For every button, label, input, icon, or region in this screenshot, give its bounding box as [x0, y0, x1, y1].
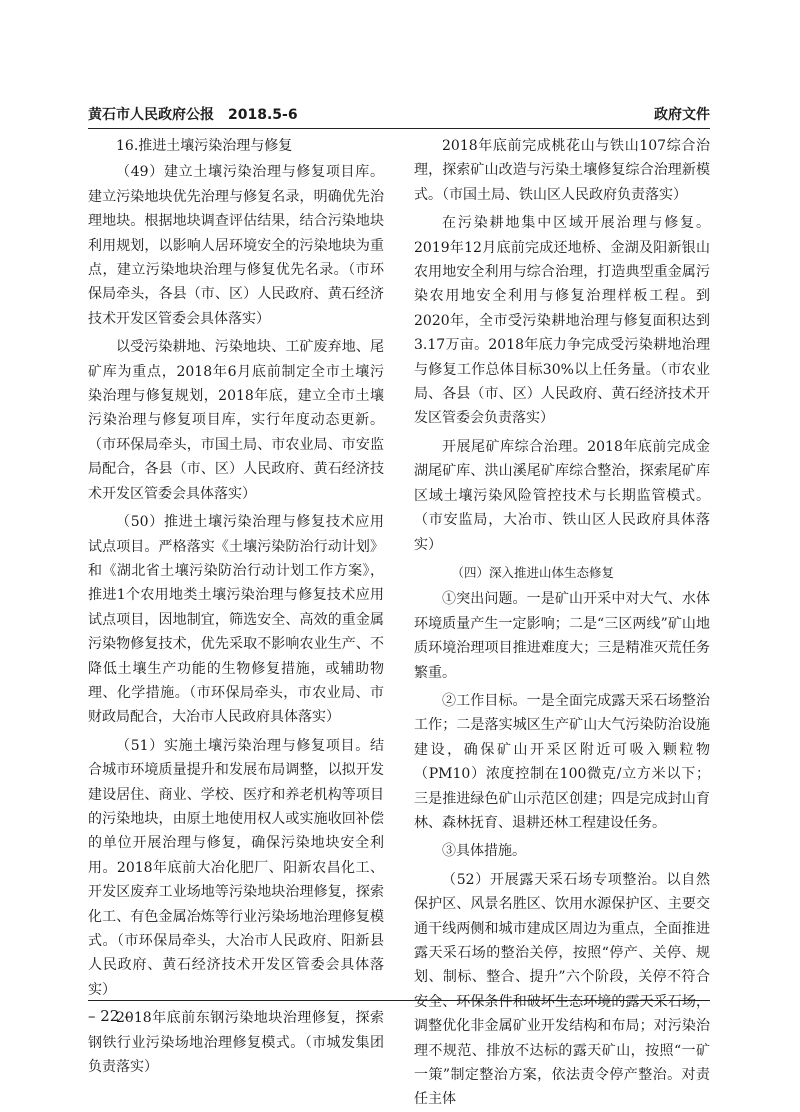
paragraph: ②工作目标。一是全面完成露天采石场整治工作；二是落实城区生产矿山大气污染防治设施建设，确保矿山开采区附近可吸入颗粒物（PM10）浓度控制在100微克/立方米以下；三是推进绿色矿山示范区创建；四是完成封山育林、森林抚育、退耕还林工程建设任务。: [414, 692, 710, 831]
paragraph: 2018年底前完成桃花山与铁山107综合治理，探索矿山改造与污染土壤修复综合治理新模式。（市国土局、铁山区人民政府负责落实）: [414, 138, 710, 203]
paragraph: 开展尾矿库综合治理。2018年底前完成金湖尾矿库、洪山溪尾矿库综合整治，探索尾矿库区域土壤污染风险管控技术与长期监管模式。（市安监局，大冶市、铁山区人民政府具体落实）: [414, 438, 710, 553]
paragraph: 2018年底前东钢污染地块治理修复，探索钢铁行业污染场地治理修复模式。（市城发集团负责落实）: [88, 1010, 384, 1076]
paragraph: ①突出问题。一是矿山开采中对大气、水体环境质量产生一定影响；二是“三区两线”矿山地质环境治理项目推进难度大；三是精准灭荒任务繁重。: [414, 591, 710, 681]
paragraph: 在污染耕地集中区域开展治理与修复。2019年12月底前完成还地桥、金湖及阳新银山农用地安全利用与综合治理，打造典型重金属污染农用地安全利用与修复治理样板工程。到2020年，全市受污染耕地治理与修复面积达到3.17万亩。2018年底力争完成受污染耕地治理与修复工作总体目标30%以上任务量。（市农业局、各县（市、区）人民政府、黄石经济技术开发区管委会负责落实）: [414, 215, 710, 427]
paragraph: 以受污染耕地、污染地块、工矿废弃地、尾矿库为重点，2018年6月底前制定全市土壤污染治理与修复规划，2018年底，建立全市土壤污染治理与修复项目库，实行年度动态更新。（市环保局牵头，市国土局、市农业局、市安监局配合，各县（市、区）人民政府、黄石经济技术开发区管委会具体落实）: [88, 339, 384, 502]
paragraph: （51）实施土壤污染治理与修复项目。结合城市环境质量提升和发展布局调整，以拟开发建设居住、商业、学校、医疗和养老机构等项目的污染地块，由原土地使用权人或实施收回补偿的单位开展治理与修复，确保污染地块安全利用。2018年底前大冶化肥厂、阳新农昌化工、开发区废弃工业场地等污染地块治理修复，探索化工、有色金属冶炼等行业污染场地治理修复模式。（市环保局牵头，大冶市人民政府、阳新县人民政府、黄石经济技术开发区管委会具体落实）: [88, 737, 384, 998]
page-header: [88, 106, 710, 129]
right-column: [414, 134, 710, 1108]
subsection-heading: （四）深入推进山体生态修复: [451, 564, 615, 580]
publication-title: 黄石市人民政府公报 2018.5-6: [88, 107, 298, 123]
paragraph: （50）推进土壤污染治理与修复技术应用试点项目。严格落实《土壤污染防治行动计划》和《湖北省土壤污染防治行动计划工作方案》，推进1个农用地类土壤污染治理与修复技术应用试点项目，因地制宜，筛选安全、高效的重金属污染物修复技术，优先采取不影响农业生产、不降低土壤生产功能的生物修复措施，或辅助物理、化学措施。（市环保局牵头，市农业局、市财政局配合，大冶市人民政府具体落实）: [88, 514, 384, 726]
paragraph: （49）建立土壤污染治理与修复项目库。建立污染地块优先治理与修复名录，明确优先治理地块。根据地块调查评估结果，结合污染地块利用规划，以影响人居环境安全的污染地块为重点，建立污染地块治理与修复优先名录。（市环保局牵头，各县（市、区）人民政府、黄石经济技术开发区管委会具体落实）: [88, 164, 384, 327]
section-title: 政府文件: [654, 107, 710, 123]
section-heading: 16.推进土壤污染治理与修复: [116, 138, 293, 154]
paragraph: ③具体措施。: [442, 843, 526, 860]
paragraph: （52）开展露天采石场专项整治。以自然保护区、风景名胜区、饮用水源保护区、主要交通干线两侧和城市建成区周边为重点，全面推进露天采石场的整治关停，按照“停产、关停、规划、制标、整合、提升”六个阶段，关停不符合安全、环保条件和破坏生态环境的露天采石场，调整优化非金属矿业开发结构和布局；对污染治理不规范、排放不达标的露天矿山，按照“一矿一策”制定整治方案，依法责令停产整治。对责任主体: [414, 871, 710, 1108]
page-number: – 22 –: [88, 1007, 132, 1025]
page-footer: [88, 1000, 710, 1025]
